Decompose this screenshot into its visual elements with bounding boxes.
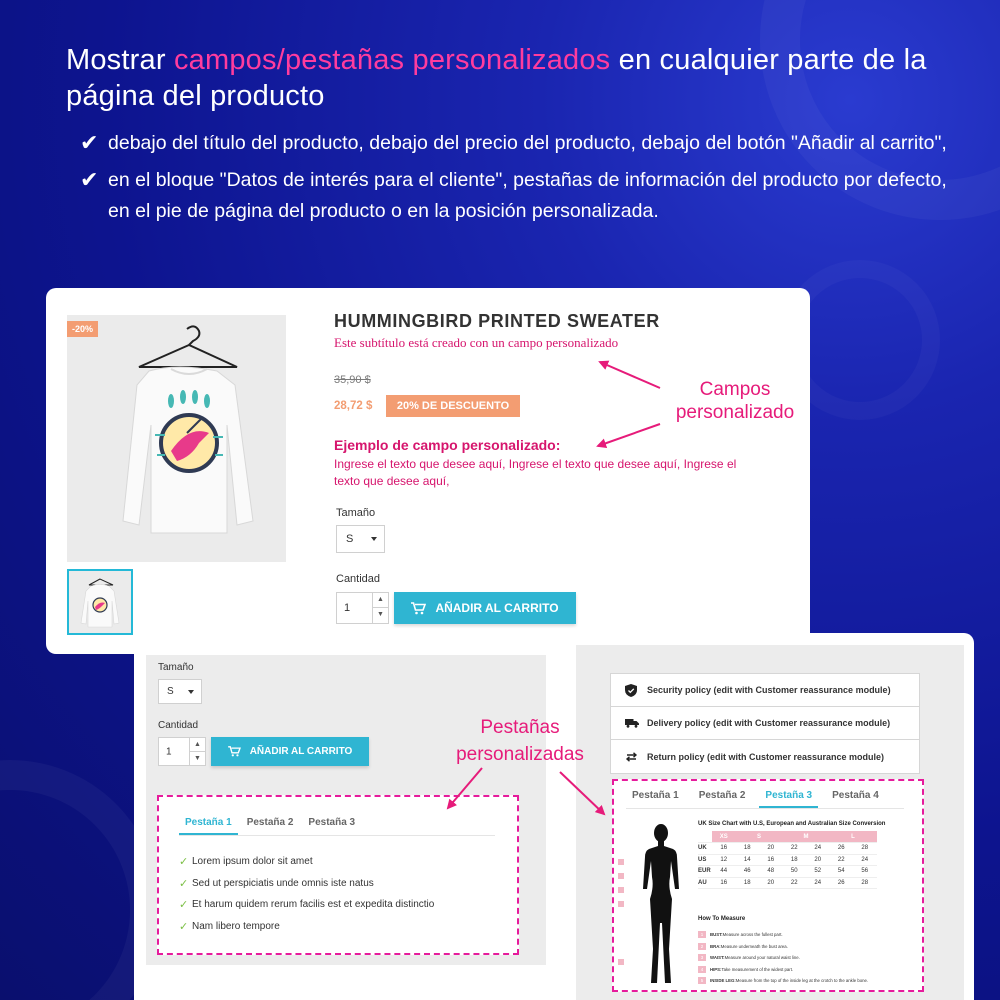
arrow-to-custom-field xyxy=(598,424,660,446)
check-icon: ✓ xyxy=(179,899,189,911)
bullet-text: en el bloque "Datos de interés para el cliente", pestañas de información del producto por defecto, en el pie de página del producto o en la posición personalizada. xyxy=(108,169,947,222)
discount-tag: 20% DE DESCUENTO xyxy=(386,395,520,417)
increment-icon[interactable]: ▲ xyxy=(373,593,388,608)
table-row: EUR 44 46 48 50 52 54 56 xyxy=(698,866,877,878)
old-price: 35,90 $ xyxy=(334,374,371,386)
tab-pestana-1[interactable]: Pestaña 1 xyxy=(632,790,679,801)
add-to-cart-label: AÑADIR AL CARRITO xyxy=(435,601,559,615)
discount-badge: -20% xyxy=(67,321,98,337)
tab-pestana-3[interactable]: Pestaña 3 xyxy=(759,790,818,808)
feature-text: Lorem ipsum dolor sit amet xyxy=(192,856,313,867)
size-chart-title: UK Size Chart with U.S, European and Australian Size Conversion xyxy=(698,821,886,827)
reassurance-text: Return policy (edit with Customer reassurance module) xyxy=(647,751,885,762)
current-price: 28,72 $ xyxy=(334,400,373,412)
feature-text: Sed ut perspiciatis unde omnis iste natus xyxy=(192,877,374,889)
list-item: 5 INSIDE LEG: Measure from the top of the inside leg at the crotch to the ankle bone. xyxy=(698,975,868,987)
headline-part2: en cualquier parte de la página del producto xyxy=(66,44,927,112)
custom-field-text: Ingrese el texto que desee aquí, Ingrese el texto que desee aquí, Ingrese el texto que desee aquí, xyxy=(334,457,737,488)
table-row: AU 16 18 20 22 24 26 28 xyxy=(698,877,877,889)
check-icon: ✓ xyxy=(179,877,189,890)
custom-tabs-annotation: Pestañas personalizadas xyxy=(456,717,584,765)
feature-text: Et harum quidem rerum facilis est et expedita distinctio xyxy=(192,899,435,910)
reassurance-text: Delivery policy (edit with Customer reassurance module) xyxy=(647,718,891,728)
decrement-icon[interactable]: ▼ xyxy=(194,754,201,762)
list-item: 1 BUST: Measure across the fullest part. xyxy=(698,929,868,941)
feature-text: Nam libero tempore xyxy=(192,920,280,932)
size-select-value: S xyxy=(167,686,174,697)
custom-fields-annotation: Campos personalizado xyxy=(675,379,795,423)
tab-pestana-2[interactable]: Pestaña 2 xyxy=(246,817,294,828)
list-item: 2 BRA: Measure underneath the bust area. xyxy=(698,941,868,953)
product-title: HUMMINGBIRD PRINTED SWEATER xyxy=(334,311,660,331)
arrow-to-subtitle xyxy=(600,362,660,388)
quantity-label: Cantidad xyxy=(158,720,199,731)
check-icon: ✓ xyxy=(179,856,189,868)
product-subtitle: Este subtítulo está creado con un campo personalizado xyxy=(334,335,619,350)
quantity-value: 1 xyxy=(344,602,351,614)
quantity-label: Cantidad xyxy=(336,573,381,585)
header-cell: XS xyxy=(712,831,736,843)
how-to-measure-title: How To Measure xyxy=(698,916,746,922)
header-cell: L xyxy=(830,831,877,843)
size-label: Tamaño xyxy=(158,662,194,673)
custom-field-label: Ejemplo de campo personalizado: xyxy=(334,437,561,453)
table-row: US 12 14 16 18 20 22 24 xyxy=(698,854,877,866)
add-to-cart-label: AÑADIR AL CARRITO xyxy=(249,746,353,757)
tab-pestana-3[interactable]: Pestaña 3 xyxy=(308,817,356,828)
arrow-to-right-tabs xyxy=(560,772,604,814)
reassurance-text: Security policy (edit with Customer reassurance module) xyxy=(647,685,891,695)
table-row: UK 16 18 20 22 24 26 28 xyxy=(698,843,877,855)
tab-pestana-2[interactable]: Pestaña 2 xyxy=(698,790,746,801)
decrement-icon[interactable]: ▼ xyxy=(377,611,384,618)
increment-icon[interactable]: ▲ xyxy=(190,738,205,752)
check-icon: ✔ xyxy=(80,130,99,155)
tab-pestana-4[interactable]: Pestaña 4 xyxy=(832,790,879,801)
headline-part1: Mostrar xyxy=(66,44,174,76)
list-item: 3 WAIST: Measure around your natural waist line. xyxy=(698,952,868,964)
list-item: 4 HIPS: Take measurement of the widest part. xyxy=(698,964,868,976)
check-icon: ✔ xyxy=(80,167,99,192)
tab-pestana-1[interactable]: Pestaña 1 xyxy=(179,817,238,835)
header-cell: M xyxy=(783,831,830,843)
header-cell: S xyxy=(736,831,783,843)
bullet-text: debajo del título del producto, debajo del precio del producto, debajo del botón "Añadir al carrito", xyxy=(108,132,947,154)
arrow-to-left-tabs xyxy=(448,768,482,808)
quantity-value: 1 xyxy=(166,746,172,757)
size-select-value: S xyxy=(346,533,354,545)
size-label: Tamaño xyxy=(336,507,376,519)
check-icon: ✓ xyxy=(179,920,189,933)
headline-accent: campos/pestañas personalizados xyxy=(173,44,611,76)
